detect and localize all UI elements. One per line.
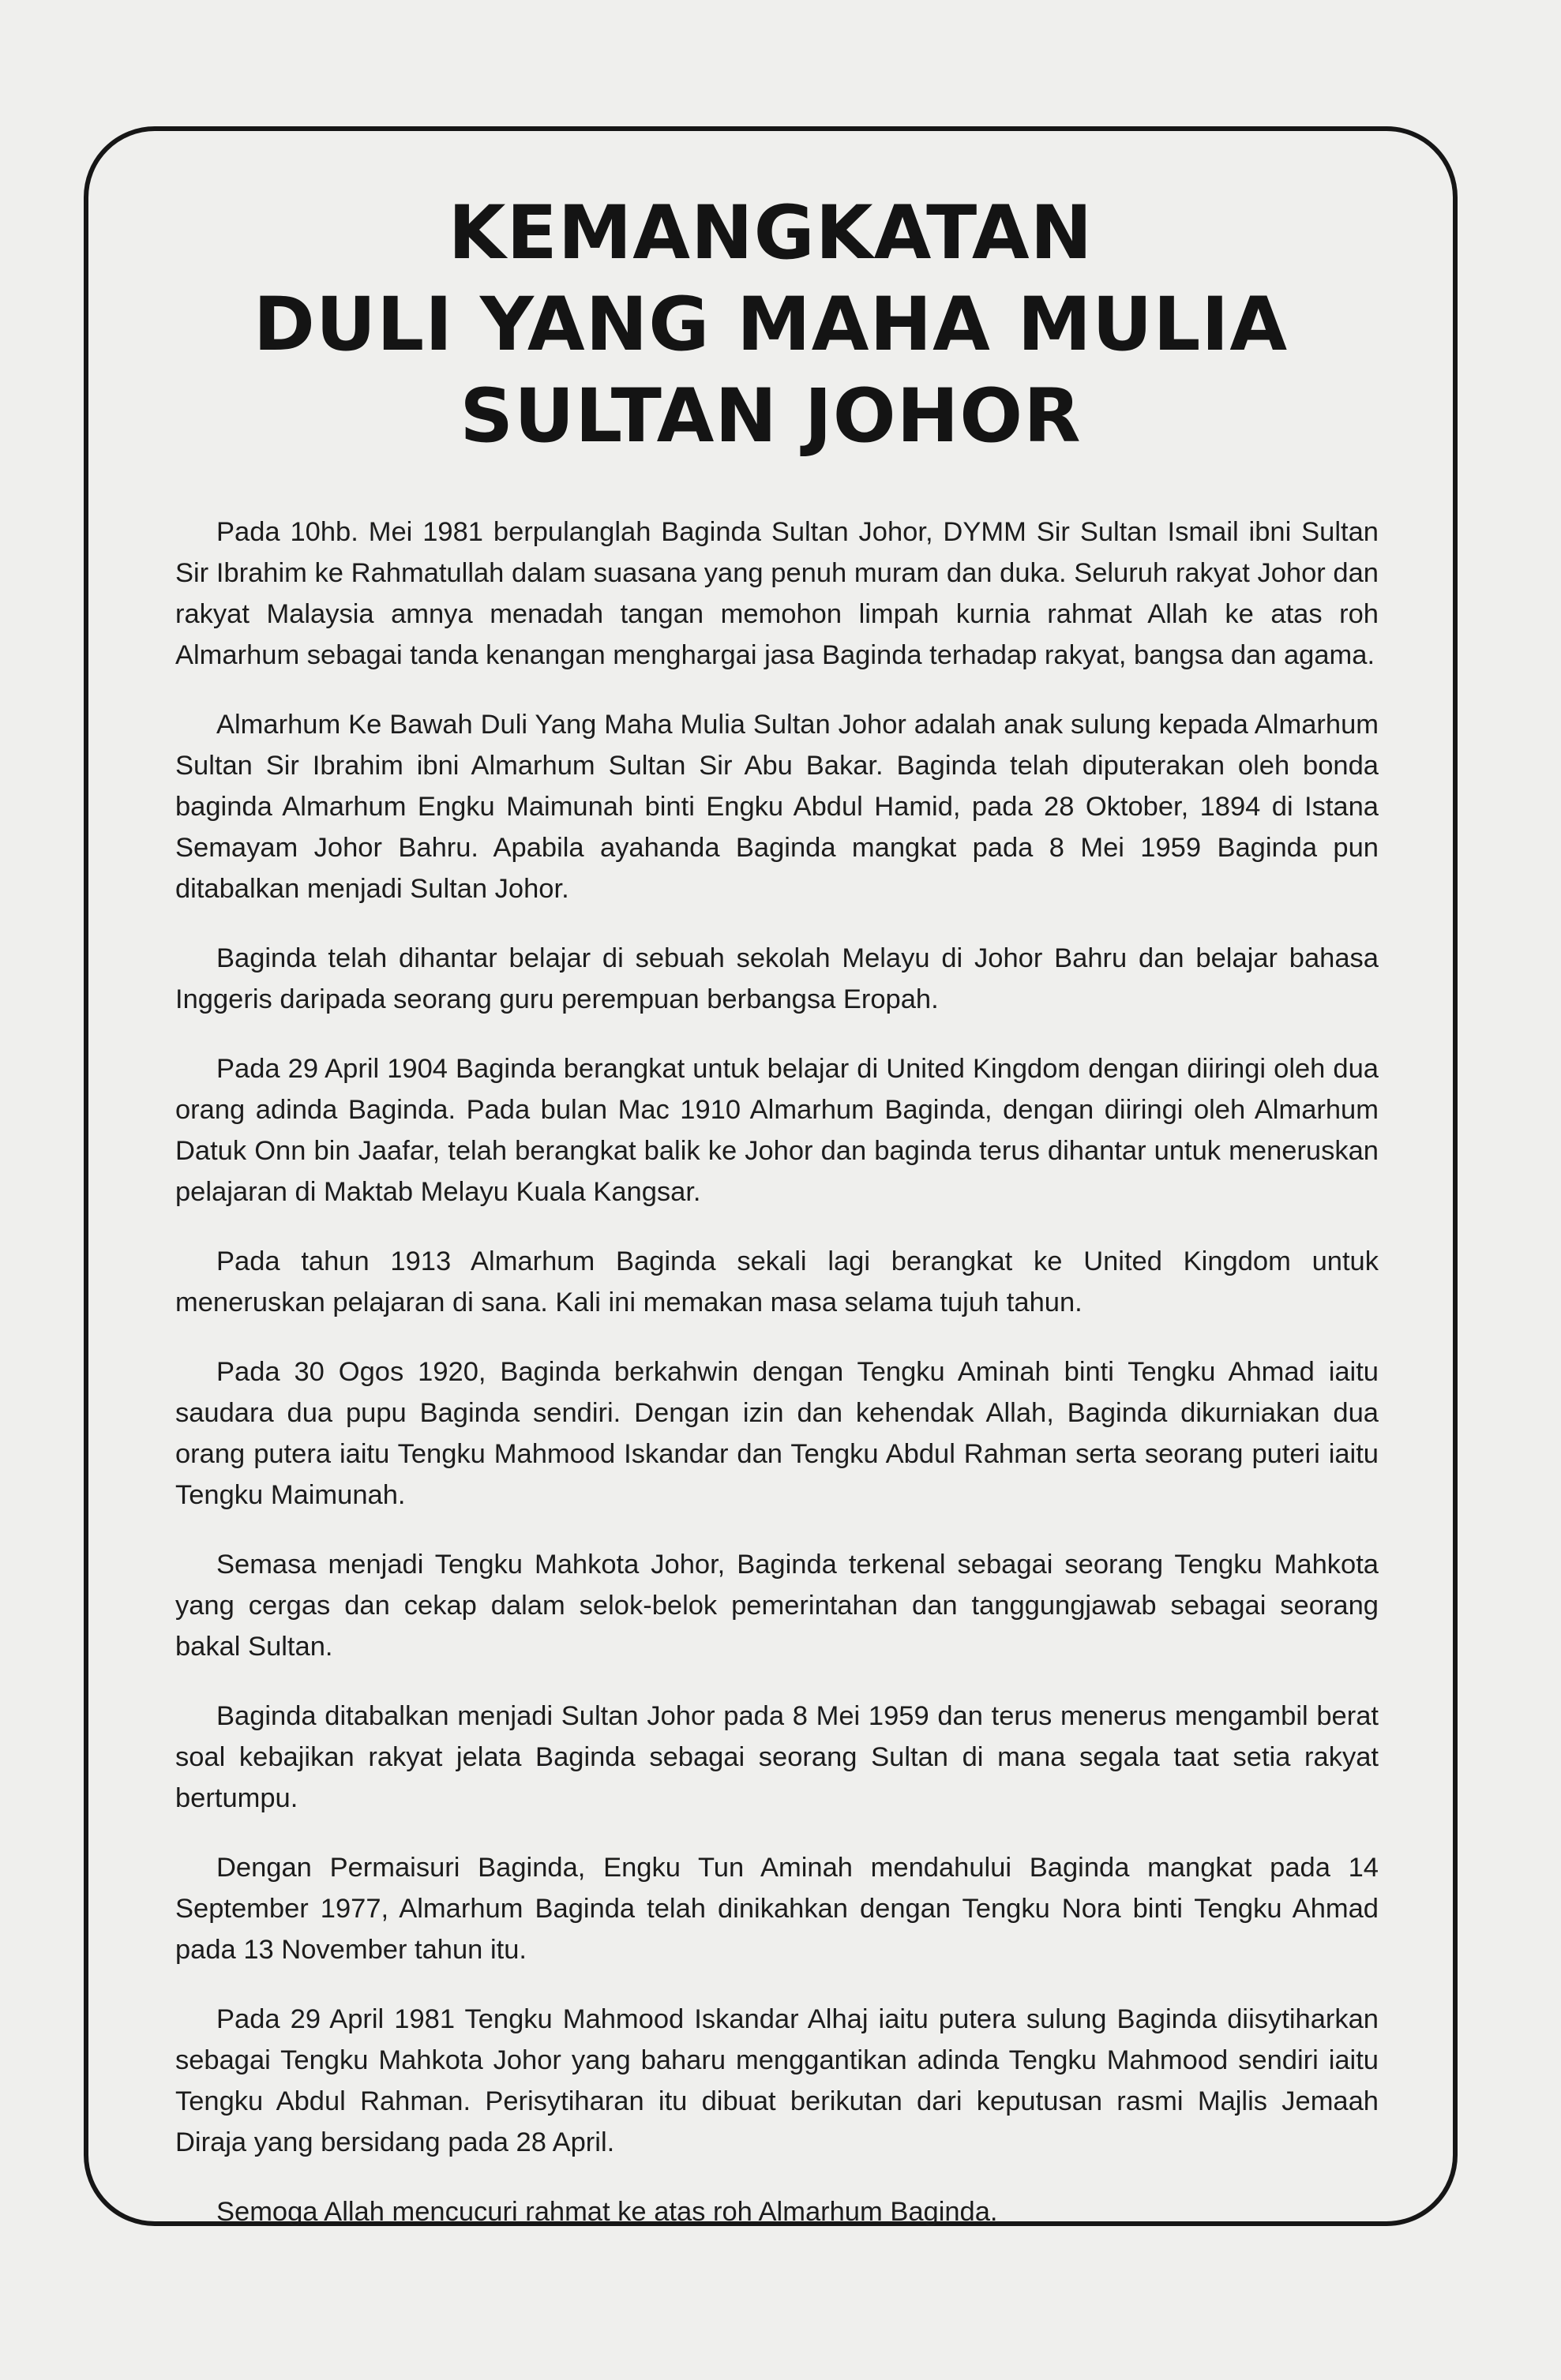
paragraph: Pada 10hb. Mei 1981 berpulanglah Baginda Sultan Johor, DYMM Sir Sultan Ismail ibni Sultan Sir Ibrahim ke Rahmatullah dalam suasana yang penuh muram dan duka. Seluruh rakyat Johor dan rakyat Malaysia amnya menadah tangan memohon limpah kurnia rahmat Allah ke atas roh Almarhum sebagai tanda kenangan menghargai jasa Baginda terhadap rakyat, bangsa dan agama. (175, 517, 1379, 670)
paragraph: Pada 30 Ogos 1920, Baginda berkahwin dengan Tengku Aminah binti Tengku Ahmad iaitu saudara dua pupu Baginda sendiri. Dengan izin dan kehendak Allah, Baginda dikurniakan dua orang putera iaitu Tengku Mahmood Iskandar dan Tengku Abdul Rahman serta seorang puteri iaitu Tengku Maimunah. (175, 1357, 1379, 1510)
paragraph: Pada 29 April 1981 Tengku Mahmood Iskandar Alhaj iaitu putera sulung Baginda diisytiharkan sebagai Tengku Mahkota Johor yang baharu menggantikan adinda Tengku Mahmood sendiri iaitu Tengku Abdul Rahman. Perisytiharan itu dibuat berikutan dari keputusan rasmi Majlis Jemaah Diraja yang bersidang pada 28 April. (175, 2004, 1379, 2157)
article-body (175, 512, 1379, 2261)
title-line: KEMANGKATAN (448, 190, 1094, 276)
paragraph: Almarhum Ke Bawah Duli Yang Maha Mulia Sultan Johor adalah anak sulung kepada Almarhum Sultan Sir Ibrahim ibni Almarhum Sultan Sir Abu Bakar. Baginda telah diputerakan oleh bonda baginda Almarhum Engku Maimunah binti Engku Abdul Hamid, pada 28 Oktober, 1894 di Istana Semayam Johor Bahru. Apabila ayahanda Baginda mangkat pada 8 Mei 1959 Baginda pun ditabalkan menjadi Sultan Johor. (175, 710, 1379, 904)
paragraph: Semoga Allah mencucuri rahmat ke atas roh Almarhum Baginda. (216, 2197, 998, 2227)
title-line: DULI YANG MAHA MULIA (253, 282, 1289, 368)
page-title (84, 188, 1458, 463)
paragraph: Semasa menjadi Tengku Mahkota Johor, Baginda terkenal sebagai seorang Tengku Mahkota yang cergas dan cekap dalam selok-belok pemerintahan dan tanggungjawab sebagai seorang bakal Sultan. (175, 1550, 1379, 1662)
paragraph: Pada 29 April 1904 Baginda berangkat untuk belajar di United Kingdom dengan diiringi oleh dua orang adinda Baginda. Pada bulan Mac 1910 Almarhum Baginda, dengan diiringi oleh Almarhum Datuk Onn bin Jaafar, telah berangkat balik ke Johor dan baginda terus dihantar untuk meneruskan pelajaran di Maktab Melayu Kuala Kangsar. (175, 1054, 1379, 1207)
paragraph: Baginda ditabalkan menjadi Sultan Johor pada 8 Mei 1959 dan terus menerus mengambil berat soal kebajikan rakyat jelata Baginda sebagai seorang Sultan di mana segala taat setia rakyat bertumpu. (175, 1701, 1379, 1813)
paragraph: Dengan Permaisuri Baginda, Engku Tun Aminah mendahului Baginda mangkat pada 14 September 1977, Almarhum Baginda telah dinikahkan dengan Tengku Nora binti Tengku Ahmad pada 13 November tahun itu. (175, 1853, 1379, 1965)
paragraph: Pada tahun 1913 Almarhum Baginda sekali lagi berangkat ke United Kingdom untuk meneruskan pelajaran di sana. Kali ini memakan masa selama tujuh tahun. (175, 1246, 1379, 1317)
paragraph: Baginda telah dihantar belajar di sebuah sekolah Melayu di Johor Bahru dan belajar bahasa Inggeris daripada seorang guru perempuan berbangsa Eropah. (175, 943, 1379, 1014)
title-line: SULTAN JOHOR (460, 373, 1082, 459)
